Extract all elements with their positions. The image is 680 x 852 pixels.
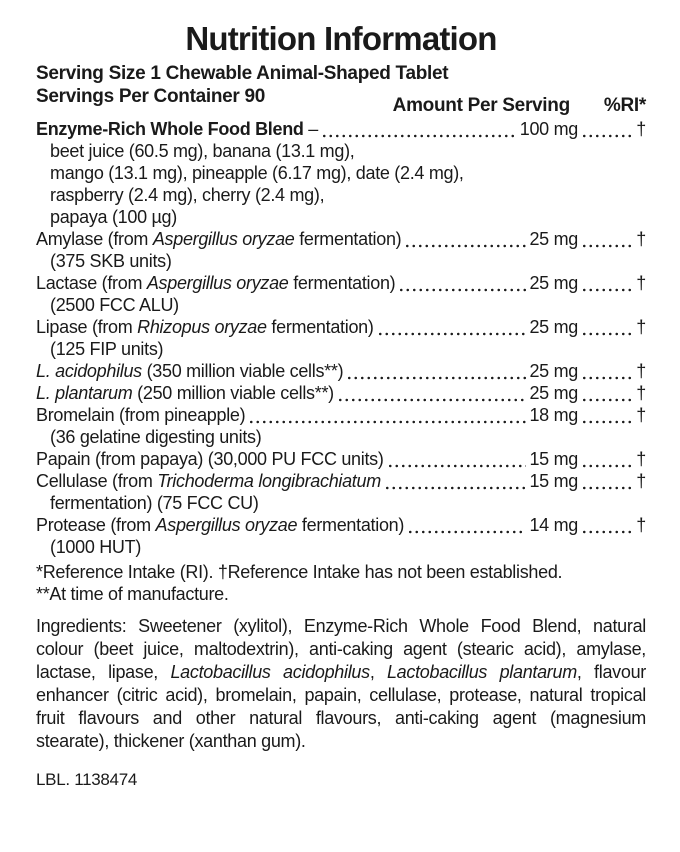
ingredient-rows xyxy=(36,118,646,558)
servings-per-container-line: Servings Per Container 90 xyxy=(36,86,266,107)
ingredient-continuation-line xyxy=(36,338,646,360)
ri-dagger: † xyxy=(636,317,646,337)
text-segment: Aspergillus oryzae xyxy=(146,273,289,293)
ingredient-row xyxy=(36,360,646,382)
text-segment: (350 million viable cells**) xyxy=(141,361,344,381)
text-segment: Lipase (from xyxy=(36,317,138,337)
text-segment: (125 FIP units) xyxy=(50,339,164,359)
text-segment: Trichoderma longibrachiatum xyxy=(157,471,381,491)
ri-dagger: † xyxy=(636,515,646,535)
text-segment: *Reference Intake (RI). †Reference Intake has not been established. xyxy=(36,562,563,582)
text-segment: (2500 FCC ALU) xyxy=(50,295,179,315)
dot-leader xyxy=(404,228,526,250)
ri-dagger: † xyxy=(636,119,646,139)
amount-value: 18 mg xyxy=(529,405,578,425)
amount-value: 25 mg xyxy=(529,229,578,249)
text-segment: (1000 HUT) xyxy=(50,537,142,557)
amount-value: 25 mg xyxy=(529,383,578,403)
footnote-line xyxy=(36,561,646,583)
ingredient-continuation-line xyxy=(36,426,646,448)
ingredient-continuation-line xyxy=(36,184,646,206)
text-segment: fermentation) xyxy=(297,515,405,535)
dot-leader xyxy=(581,382,631,404)
text-segment: Lactase (from xyxy=(36,273,147,293)
dot-leader xyxy=(581,360,631,382)
text-segment: , xyxy=(369,662,387,682)
text-segment: mango (13.1 mg), pineapple (6.17 mg), date (2.4 mg), xyxy=(50,163,464,183)
ingredient-name xyxy=(50,339,163,359)
ingredient-name xyxy=(36,360,343,382)
amount-per-serving-header: Amount Per Serving xyxy=(392,95,570,116)
dot-leader xyxy=(581,272,631,294)
amount-value: 15 mg xyxy=(529,449,578,469)
ingredient-row xyxy=(36,382,646,404)
text-segment: papaya (100 µg) xyxy=(50,207,177,227)
footnote-line xyxy=(36,583,646,605)
ingredient-row xyxy=(36,228,646,250)
text-segment: Amylase (from xyxy=(36,229,153,249)
dot-leader xyxy=(581,470,631,492)
ingredient-row xyxy=(36,448,646,470)
ingredient-name xyxy=(50,427,261,447)
text-segment: fermentation) xyxy=(288,273,396,293)
text-segment: Aspergillus oryzae xyxy=(152,229,295,249)
amount-value: 100 mg xyxy=(519,119,578,139)
ingredient-row xyxy=(36,470,646,492)
dot-leader xyxy=(248,404,526,426)
text-segment: beet juice (60.5 mg), banana (13.1 mg), xyxy=(50,141,355,161)
page-title: Nutrition Information xyxy=(185,20,497,57)
text-segment: Lactobacillus acidophilus xyxy=(170,662,370,682)
ri-dagger: † xyxy=(636,273,646,293)
dot-leader xyxy=(581,118,631,140)
dot-leader xyxy=(581,316,631,338)
ingredient-name xyxy=(36,404,245,426)
dot-leader xyxy=(398,272,526,294)
ingredient-row xyxy=(36,272,646,294)
dot-leader xyxy=(377,316,527,338)
text-segment: raspberry (2.4 mg), cherry (2.4 mg), xyxy=(50,185,325,205)
ingredient-name xyxy=(50,251,172,271)
dot-leader xyxy=(321,118,517,140)
text-segment: (250 million viable cells**) xyxy=(132,383,334,403)
text-segment: fermentation) (75 FCC CU) xyxy=(50,493,259,513)
text-segment: fermentation) xyxy=(266,317,374,337)
footnotes xyxy=(36,561,646,605)
amount-value: 25 mg xyxy=(529,317,578,337)
amount-value: 25 mg xyxy=(529,273,578,293)
ingredient-continuation-line xyxy=(36,492,646,514)
dot-leader xyxy=(337,382,527,404)
ingredient-continuation-line xyxy=(36,206,646,228)
percent-ri-header: %RI* xyxy=(603,95,646,116)
ri-dagger: † xyxy=(636,405,646,425)
dot-leader xyxy=(387,448,527,470)
ri-dagger: † xyxy=(636,449,646,469)
ingredient-continuation-line xyxy=(36,140,646,162)
ingredient-name xyxy=(50,295,179,315)
ingredient-name xyxy=(36,382,334,404)
dot-leader xyxy=(384,470,527,492)
ingredient-name xyxy=(36,272,395,294)
ingredient-row xyxy=(36,404,646,426)
amount-value: 25 mg xyxy=(529,361,578,381)
ingredient-name xyxy=(36,228,401,250)
text-segment: Lactobacillus plantarum xyxy=(386,662,577,682)
amount-value: 14 mg xyxy=(529,515,578,535)
ingredient-continuation-line xyxy=(36,162,646,184)
text-segment: L. plantarum xyxy=(36,383,133,403)
ingredient-name xyxy=(36,316,374,338)
ingredient-row xyxy=(36,514,646,536)
dot-leader xyxy=(581,228,631,250)
text-segment: (36 gelatine digesting units) xyxy=(50,427,262,447)
ingredient-row xyxy=(36,118,646,140)
ri-dagger: † xyxy=(636,471,646,491)
dot-leader xyxy=(581,448,631,470)
dot-leader xyxy=(581,514,631,536)
text-segment: (375 SKB units) xyxy=(50,251,172,271)
ingredient-row xyxy=(36,316,646,338)
text-segment: L. acidophilus xyxy=(36,361,142,381)
serving-size-line: Serving Size 1 Chewable Animal-Shaped Tablet xyxy=(36,63,449,84)
lbl-number: LBL. 1138474 xyxy=(36,770,138,789)
ingredient-name xyxy=(50,163,464,183)
ingredient-name xyxy=(36,448,384,470)
dot-leader xyxy=(346,360,526,382)
text-segment: Aspergillus oryzae xyxy=(155,515,298,535)
text-segment: – xyxy=(303,119,319,139)
text-segment: Protease (from xyxy=(36,515,156,535)
ingredient-name xyxy=(50,207,177,227)
ingredient-name xyxy=(50,141,354,161)
ingredient-name xyxy=(36,470,381,492)
ri-dagger: † xyxy=(636,229,646,249)
ingredient-continuation-line xyxy=(36,250,646,272)
dot-leader xyxy=(407,514,526,536)
ingredient-name xyxy=(50,185,324,205)
dot-leader xyxy=(581,404,631,426)
ingredient-name xyxy=(36,118,318,140)
text-segment: fermentation) xyxy=(294,229,402,249)
ingredient-name xyxy=(50,493,259,513)
text-segment: Ingredients: Sweetener (xylitol), Enzyme-Rich Whole Food Blend, natural colour (beet juice, maltodextrin), anti-caking agent (stearic acid), amylase, lactase, lipase, xyxy=(36,616,646,682)
ri-dagger: † xyxy=(636,361,646,381)
text-segment: Cellulase (from xyxy=(36,471,158,491)
ingredient-name xyxy=(36,514,404,536)
text-segment: Enzyme-Rich Whole Food Blend xyxy=(36,119,304,139)
ingredients-paragraph xyxy=(36,615,646,753)
ingredient-continuation-line xyxy=(36,536,646,558)
text-segment: Rhizopus oryzae xyxy=(137,317,267,337)
ingredient-name xyxy=(50,537,141,557)
text-segment: Papain (from papaya) (30,000 PU FCC units) xyxy=(36,449,384,469)
ingredient-continuation-line xyxy=(36,294,646,316)
ri-dagger: † xyxy=(636,383,646,403)
amount-value: 15 mg xyxy=(529,471,578,491)
text-segment: , flavour enhancer (citric acid), bromelain, papain, cellulase, protease, natural tropical fruit flavours and other natural flavours, anti-caking agent (magnesium stearate), thickener (xanthan gum). xyxy=(36,662,646,751)
text-segment: Bromelain (from pineapple) xyxy=(36,405,246,425)
text-segment: **At time of manufacture. xyxy=(36,584,229,604)
